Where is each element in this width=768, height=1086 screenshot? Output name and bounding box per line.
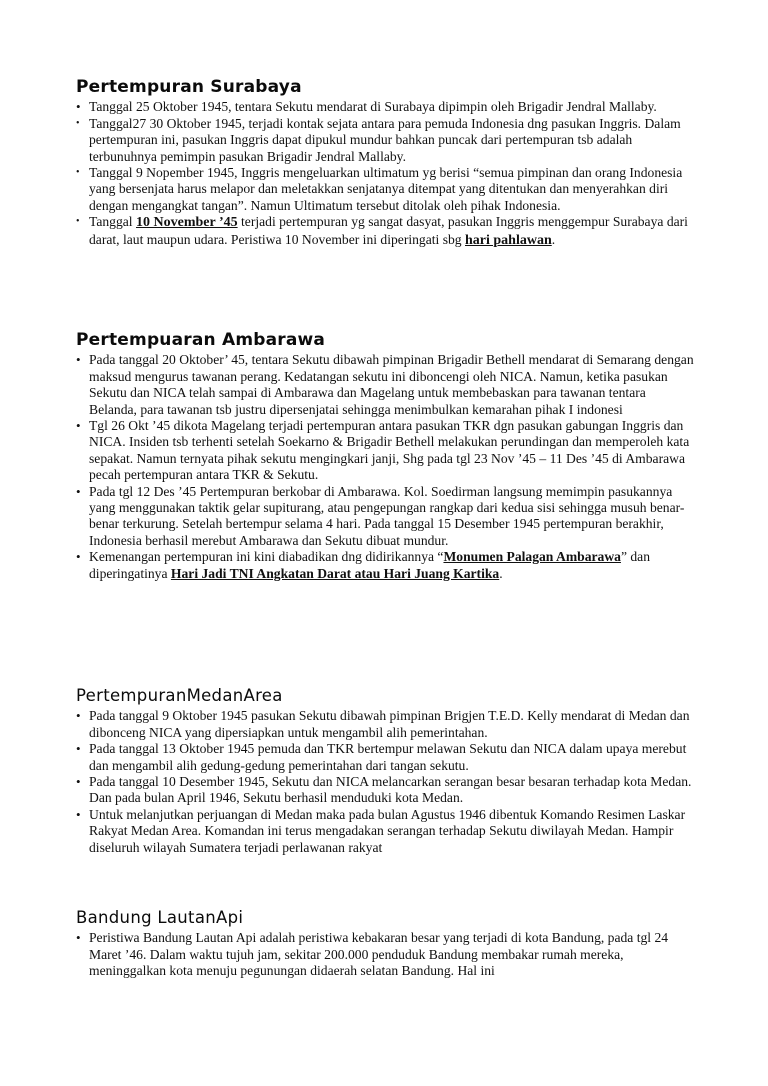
section-heading: Pertempuran Surabaya <box>76 77 302 97</box>
list-item <box>76 214 696 249</box>
bullet-list <box>76 99 696 249</box>
section-medan-area <box>76 688 696 856</box>
list-item: • Peristiwa Bandung Lautan Api adalah peristiwa kebakaran besar yang terjadi di kota Bandung, pada tgl 24 Maret ’46. Dalam waktu tujuh jam, sekitar 200.000 penduduk Bandung membakar rumah mereka, meninggalkan kota menuju pegunungan didaerah selatan Bandung. Hal ini <box>76 930 696 979</box>
list-item-text: Kemenangan pertempuran ini kini diabadikan dng didirikannya “ <box>89 549 444 565</box>
list-item: • Pada tanggal 10 Desember 1945, Sekutu dan NICA melancarkan serangan besar besaran terhadap kota Medan. Dan pada bulan April 1946, Sekutu berhasil menduduki kota Medan. <box>76 774 696 807</box>
list-item: • Pada tanggal 20 Oktober’ 45, tentara Sekutu dibawah pimpinan Brigadir Bethell mendarat di Semarang dengan maksud mengurus tawanan perang. Kedatangan sekutu ini diboncengi oleh NICA. Namun, ketika pasukan Sekutu dan NICA telah sampai di Ambarawa dan Magelang untuk membebaskan para tawanan tentara Belanda, para tawanan tsb justru dipersenjatai sehingga menimbulkan kemarahan pihak I indonesi <box>76 352 696 418</box>
highlight-term: Hari Jadi TNI Angkatan Darat atau Hari Juang Kartika <box>170 565 500 581</box>
list-item-text: . <box>499 565 503 581</box>
list-item: • Tanggal 9 Nopember 1945, Inggris mengeluarkan ultimatum yg berisi “semua pimpinan dan orang Indonesia yang bersenjata harus melapor dan meletakkan senjatanya ditempat yang ditentukan dan menyerahkan diri dengan mengangkat tangan”. Namun Ultimatum tersebut ditolak oleh pihak Indonesia. <box>76 165 696 214</box>
section-heading: PertempuranMedanArea <box>76 686 283 705</box>
highlight-term: hari pahlawan <box>465 232 552 248</box>
section-bandung-lautan-api <box>76 910 696 980</box>
list-item-text: Tanggal <box>89 214 136 230</box>
list-item: • Tanggal 25 Oktober 1945, tentara Sekutu mendarat di Surabaya dipimpin oleh Brigadir Jendral Mallaby. <box>76 99 696 115</box>
section-heading: Bandung LautanApi <box>76 908 244 927</box>
bullet-list <box>76 352 696 582</box>
list-item: • Pada tanggal 13 Oktober 1945 pemuda dan TKR bertempur melawan Sekutu dan NICA dalam upaya merebut dan mengambil alih gedung-gedung pemerintahan dari tangan sekutu. <box>76 741 696 774</box>
list-item-text: . <box>551 231 556 247</box>
list-item-text: ” dan diperingatinya <box>89 549 651 581</box>
section-ambarawa <box>76 332 696 582</box>
list-item: • Pada tgl 12 Des ’45 Pertempuran berkobar di Ambarawa. Kol. Soedirman langsung memimpin pasukannya yang menggunakan taktik gelar supiturang, atau pengepungan rangkap dari kedua sisi sehingga musuh benar-benar terkurung. Setelah bertempur selama 4 hari. Pada tanggal 15 Desember 1945 pertempuran berakhir, Indonesia berhasil merebut Ambarawa dan Sekutu dibuat mundur. <box>76 484 696 550</box>
section-heading: Pertempuaran Ambarawa <box>76 330 326 350</box>
highlight-date: 10 November ’45 <box>136 215 238 231</box>
section-surabaya <box>76 79 696 249</box>
list-item: • Tgl 26 Okt ’45 dikota Magelang terjadi pertempuran antara pasukan TKR dgn pasukan gabungan Inggris dan NICA. Insiden tsb terhenti setelah Soekarno & Brigadir Bethell melakukan perundingan dan memperoleh kata sepakat. Namun ternyata pihak sekutu mengingkari janji, Shg pada tgl 23 Nov ’45 – 11 Des ’45 di Ambarawa pecah pertempuran antara TKR & Sekutu. <box>76 418 696 484</box>
highlight-term: Monumen Palagan Ambarawa <box>443 549 621 565</box>
list-item: • Tanggal27 30 Oktober 1945, terjadi kontak sejata antara para pemuda Indonesia dng pasukan Inggris. Dalam pertempuran ini, pasukan Inggris dapat dipukul mundur bahkan puncak dari pertempuran tsb adalah terbunuhnya pemimpin pasukan Brigadir Jendral Mallaby. <box>76 116 696 165</box>
list-item: • Untuk melanjutkan perjuangan di Medan maka pada bulan Agustus 1946 dibentuk Komando Resimen Laskar Rakyat Medan Area. Komandan ini terus mengadakan serangan terhadap Sekutu diwilayah Medan. Hampir diseluruh wilayah Sumatera terjadi perlawanan rakyat <box>76 807 696 856</box>
list-item: • Pada tanggal 9 Oktober 1945 pasukan Sekutu dibawah pimpinan Brigjen T.E.D. Kelly mendarat di Medan dan dibonceng NICA yang dipersiapkan untuk mengambil alih pemerintahan. <box>76 708 696 741</box>
bullet-list <box>76 708 696 856</box>
bullet-list <box>76 930 696 979</box>
list-item-text: terjadi pertempuran yg sangat dasyat, pasukan Inggris menggempur Surabaya dari darat, laut maupun udara. Peristiwa 10 November ini diperingati sbg <box>89 214 688 247</box>
list-item <box>76 549 696 582</box>
